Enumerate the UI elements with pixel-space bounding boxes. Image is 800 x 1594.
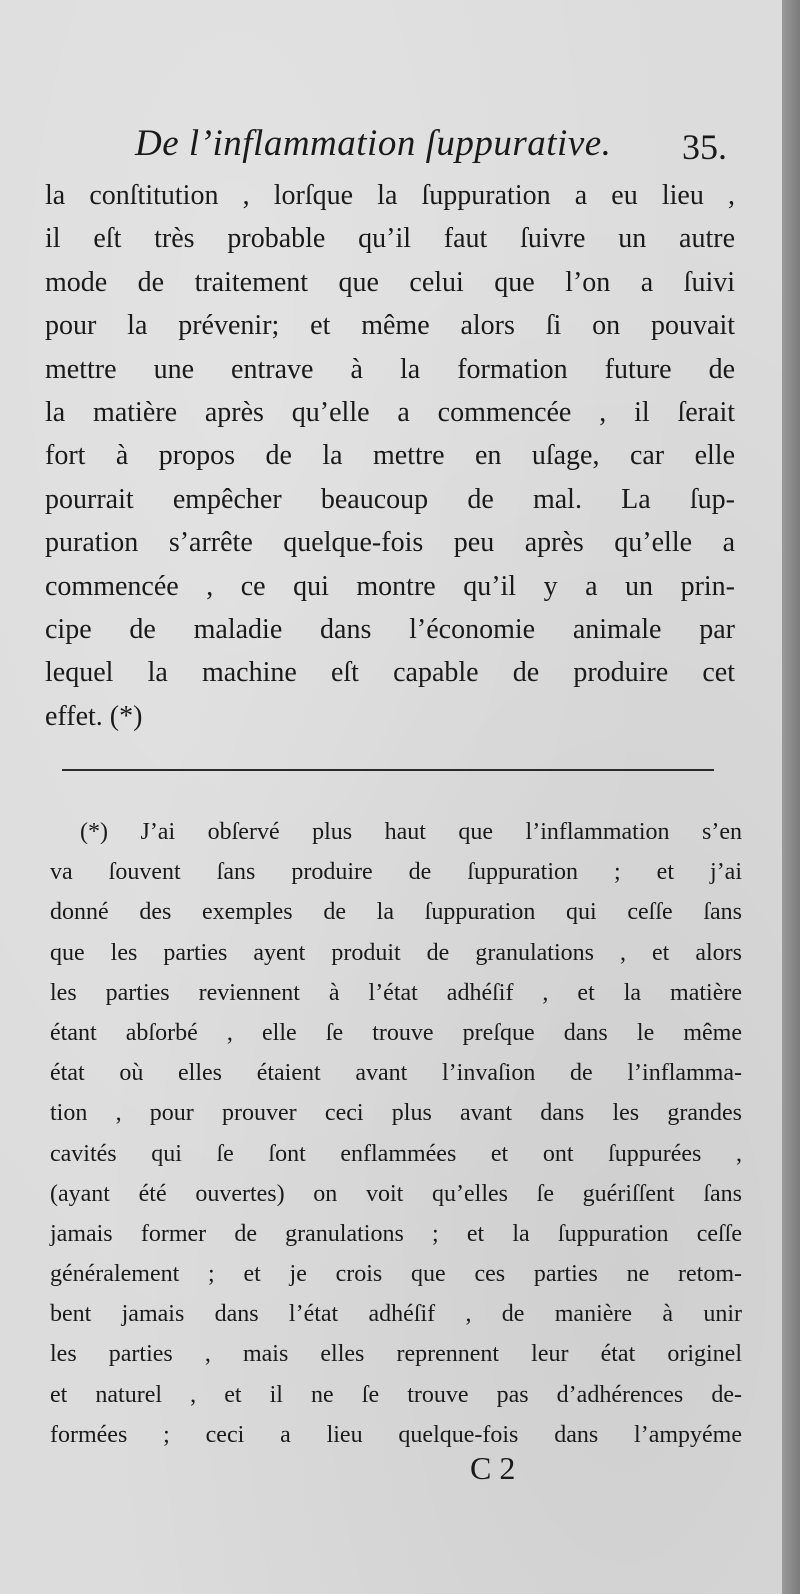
footnote-line: que les parties ayent produit de granulations , et alors (50, 939, 742, 966)
text-line: effet. (*) (45, 700, 143, 732)
text-line: commencée , ce qui montre qu’il y a un prin- (45, 570, 735, 602)
footnote-line: formées ; ceci a lieu quelque-fois dans l’ampyéme (50, 1421, 742, 1448)
text-line: mettre une entrave à la formation future de (45, 353, 735, 385)
page-number: 35. (682, 127, 727, 167)
footnote-line: cavités qui ſe ſont enflammées et ont ſuppurées , (50, 1140, 742, 1167)
main-text (45, 174, 735, 738)
text-line: il eſt très probable qu’il faut ſuivre un autre (45, 223, 735, 255)
running-title: De l’inflammation ſuppurative. (135, 123, 612, 164)
footnote-line: bent jamais dans l’état adhéſif , de manière à unir (50, 1301, 742, 1328)
footnote-separator-rule (62, 769, 714, 771)
text-line: lequel la machine eſt capable de produire cet (45, 657, 735, 689)
footnote-line: état où elles étaient avant l’invaſion de l’inflamma- (50, 1060, 742, 1087)
footnote-line: jamais former de granulations ; et la ſuppuration ceſſe (50, 1220, 742, 1247)
text-line: pour la prévenir; et même alors ſi on pouvait (45, 310, 735, 342)
footnote-line: les parties reviennent à l’état adhéſif , et la matière (50, 979, 742, 1006)
text-line: fort à propos de la mettre en uſage, car elle (45, 440, 735, 472)
footnote (50, 812, 742, 1455)
footnote-line: va ſouvent ſans produire de ſuppuration ; et j’ai (50, 859, 742, 886)
text-line: pourrait empêcher beaucoup de mal. La ſup- (45, 483, 735, 515)
footnote-line: étant abſorbé , elle ſe trouve preſque dans le même (50, 1019, 742, 1046)
footnote-line: donné des exemples de la ſuppuration qui ceſſe ſans (50, 899, 742, 926)
scan-edge (782, 0, 800, 1594)
text-line: la matière après qu’elle a commencée , il ſerait (45, 396, 735, 428)
footnote-line: (ayant été ouvertes) on voit qu’elles ſe guériſſent ſans (50, 1180, 742, 1207)
signature-mark: C 2 (470, 1450, 516, 1486)
footnote-line: (*) J’ai obſervé plus haut que l’inflammation s’en (80, 819, 742, 845)
text-line: la conſtitution , lorſque la ſuppuration a eu lieu , (45, 180, 735, 211)
text-line: mode de traitement que celui que l’on a ſuivi (45, 266, 735, 298)
footnote-line: et naturel , et il ne ſe trouve pas d’adhérences de- (50, 1381, 742, 1408)
footnote-line: généralement ; et je crois que ces parties ne retom- (50, 1261, 742, 1288)
text-line: puration s’arrête quelque-fois peu après qu’elle a (45, 527, 735, 559)
footnote-line: les parties , mais elles reprennent leur état originel (50, 1341, 742, 1368)
text-line: cipe de maladie dans l’économie animale par (45, 613, 735, 645)
footnote-line: tion , pour prouver ceci plus avant dans les grandes (50, 1100, 742, 1127)
running-head (0, 122, 782, 172)
